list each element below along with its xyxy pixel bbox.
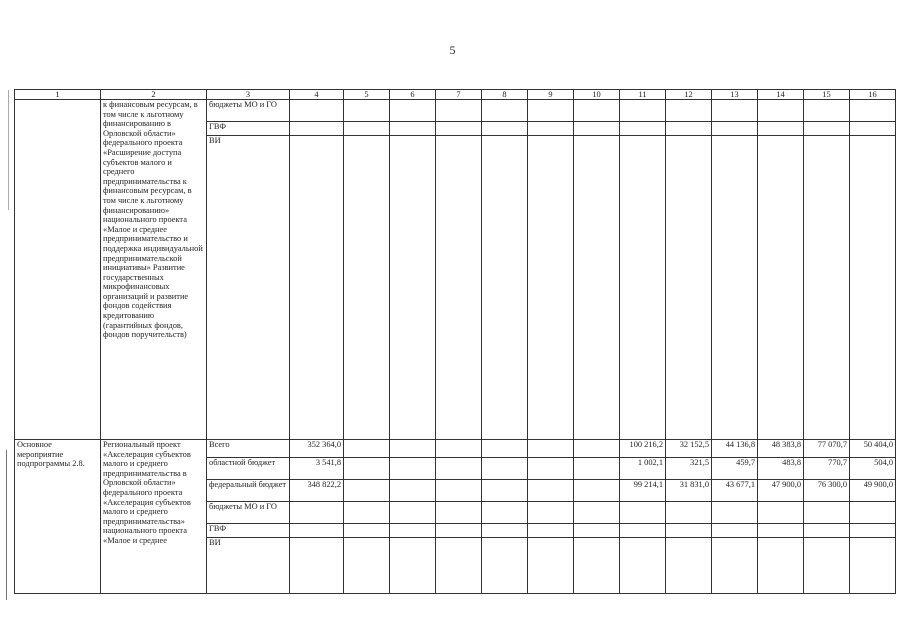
- header-cell: 11: [620, 90, 666, 100]
- empty-cell: [344, 458, 390, 480]
- value-cell: 770,7: [804, 458, 850, 480]
- empty-cell: [290, 502, 344, 524]
- empty-cell: [528, 440, 574, 458]
- empty-cell: [528, 122, 574, 136]
- empty-cell: [620, 122, 666, 136]
- empty-cell: [290, 136, 344, 440]
- empty-cell: [574, 480, 620, 502]
- empty-cell: [758, 100, 804, 122]
- empty-cell: [666, 502, 712, 524]
- header-cell: 12: [666, 90, 712, 100]
- value-cell: 48 383,8: [758, 440, 804, 458]
- empty-cell: [290, 100, 344, 122]
- empty-cell: [290, 538, 344, 594]
- empty-cell: [850, 100, 896, 122]
- empty-cell: [344, 480, 390, 502]
- empty-cell: [620, 100, 666, 122]
- empty-cell: [620, 538, 666, 594]
- empty-cell: [666, 122, 712, 136]
- empty-cell: [344, 538, 390, 594]
- empty-cell: [850, 502, 896, 524]
- header-cell: 6: [390, 90, 436, 100]
- empty-cell: [528, 538, 574, 594]
- empty-cell: [436, 100, 482, 122]
- scan-edge-mark: [8, 90, 9, 210]
- activity-name: Основное мероприятие подпрограммы 2.8.: [15, 440, 101, 594]
- empty-cell: [390, 524, 436, 538]
- value-cell: 3 541,8: [290, 458, 344, 480]
- empty-cell: [436, 122, 482, 136]
- value-cell: 352 364,0: [290, 440, 344, 458]
- empty-cell: [574, 100, 620, 122]
- header-cell: 3: [207, 90, 290, 100]
- empty-cell: [804, 538, 850, 594]
- header-cell: 8: [482, 90, 528, 100]
- funding-source: ВИ: [207, 538, 290, 594]
- empty-cell: [712, 136, 758, 440]
- empty-cell: [436, 458, 482, 480]
- empty-cell: [666, 100, 712, 122]
- funding-source: ГВФ: [207, 122, 290, 136]
- value-cell: 31 831,0: [666, 480, 712, 502]
- empty-cell: [804, 502, 850, 524]
- value-cell: 1 002,1: [620, 458, 666, 480]
- empty-cell: [390, 502, 436, 524]
- empty-cell: [482, 524, 528, 538]
- header-cell: 16: [850, 90, 896, 100]
- empty-cell: [344, 440, 390, 458]
- empty-cell: [666, 538, 712, 594]
- empty-cell: [344, 502, 390, 524]
- empty-cell: [528, 458, 574, 480]
- empty-cell: [390, 440, 436, 458]
- empty-cell: [712, 122, 758, 136]
- empty-cell: [482, 480, 528, 502]
- empty-cell: [804, 524, 850, 538]
- empty-cell: [390, 458, 436, 480]
- empty-cell: [390, 100, 436, 122]
- value-cell: 321,5: [666, 458, 712, 480]
- empty-cell: [574, 538, 620, 594]
- activity-description: к финансовым ресурсам, в том числе к льготному финансированию в Орловской области» федерального проекта «Расширение доступа субъектов малого и среднего предпринимательства к финансовым ресурсам, в том числе к льготному финансированию» национального проекта «Малое и среднее предпринимательство и поддержка индивидуальной предпринимательской инициативы» Развитие государственных микрофинансовых организаций и развитие фондов содействия кредитованию (гарантийных фондов, фондов поручительств): [101, 100, 207, 440]
- empty-cell: [758, 524, 804, 538]
- value-cell: 50 404,0: [850, 440, 896, 458]
- header-cell: 2: [101, 90, 207, 100]
- header-cell: 9: [528, 90, 574, 100]
- empty-cell: [620, 502, 666, 524]
- scan-edge-mark: [6, 450, 7, 600]
- header-cell: 14: [758, 90, 804, 100]
- value-cell: 504,0: [850, 458, 896, 480]
- header-cell: 7: [436, 90, 482, 100]
- empty-cell: [436, 502, 482, 524]
- empty-cell: [850, 136, 896, 440]
- empty-cell: [528, 480, 574, 502]
- empty-cell: [758, 136, 804, 440]
- empty-cell: [620, 136, 666, 440]
- empty-cell: [758, 538, 804, 594]
- header-cell: 15: [804, 90, 850, 100]
- empty-cell: [528, 136, 574, 440]
- empty-cell: [390, 122, 436, 136]
- value-cell: 32 152,5: [666, 440, 712, 458]
- empty-cell: [574, 502, 620, 524]
- empty-cell: [574, 136, 620, 440]
- empty-cell: [436, 136, 482, 440]
- empty-cell: [482, 440, 528, 458]
- empty-cell: [436, 538, 482, 594]
- value-cell: 99 214,1: [620, 480, 666, 502]
- value-cell: 76 300,0: [804, 480, 850, 502]
- empty-cell: [290, 524, 344, 538]
- empty-cell: [574, 440, 620, 458]
- empty-cell: [758, 122, 804, 136]
- empty-cell: [290, 122, 344, 136]
- empty-cell: [574, 524, 620, 538]
- value-cell: 47 900,0: [758, 480, 804, 502]
- empty-cell: [390, 136, 436, 440]
- header-row: [15, 90, 896, 100]
- empty-cell: [344, 136, 390, 440]
- value-cell: 43 677,1: [712, 480, 758, 502]
- empty-cell: [712, 100, 758, 122]
- funding-source: Всего: [207, 440, 290, 458]
- funding-source: ГВФ: [207, 524, 290, 538]
- empty-cell: [436, 440, 482, 458]
- value-cell: 100 216,2: [620, 440, 666, 458]
- funding-table: [14, 89, 896, 594]
- empty-cell: [436, 480, 482, 502]
- empty-cell: [482, 538, 528, 594]
- empty-cell: [712, 502, 758, 524]
- empty-cell: [620, 524, 666, 538]
- empty-cell: [712, 538, 758, 594]
- table-row: [15, 440, 896, 458]
- value-cell: 483,8: [758, 458, 804, 480]
- empty-cell: [574, 458, 620, 480]
- empty-cell: [436, 524, 482, 538]
- empty-cell: [804, 136, 850, 440]
- empty-cell: [482, 502, 528, 524]
- empty-cell: [804, 100, 850, 122]
- funding-source: бюджеты МО и ГО: [207, 100, 290, 122]
- funding-source: федеральный бюджет: [207, 480, 290, 502]
- funding-source: областной бюджет: [207, 458, 290, 480]
- empty-cell: [482, 122, 528, 136]
- empty-cell: [804, 122, 850, 136]
- activity-name-cell: [15, 100, 101, 440]
- empty-cell: [758, 502, 804, 524]
- empty-cell: [666, 524, 712, 538]
- empty-cell: [344, 100, 390, 122]
- activity-description: Региональный проект «Акселерация субъектов малого и среднего предпринимательства в Орловской области» федерального проекта «Акселерация субъектов малого и среднего предпринимательства» национального проекта «Малое и среднее: [101, 440, 207, 594]
- empty-cell: [850, 122, 896, 136]
- header-cell: 13: [712, 90, 758, 100]
- empty-cell: [528, 100, 574, 122]
- empty-cell: [528, 524, 574, 538]
- empty-cell: [482, 458, 528, 480]
- empty-cell: [712, 524, 758, 538]
- funding-source: бюджеты МО и ГО: [207, 502, 290, 524]
- value-cell: 49 900,0: [850, 480, 896, 502]
- empty-cell: [390, 538, 436, 594]
- empty-cell: [574, 122, 620, 136]
- header-cell: 5: [344, 90, 390, 100]
- header-cell: 4: [290, 90, 344, 100]
- empty-cell: [482, 100, 528, 122]
- funding-source: ВИ: [207, 136, 290, 440]
- header-cell: 1: [15, 90, 101, 100]
- value-cell: 44 136,8: [712, 440, 758, 458]
- empty-cell: [850, 538, 896, 594]
- page-number: 5: [449, 43, 456, 57]
- value-cell: 348 822,2: [290, 480, 344, 502]
- value-cell: 459,7: [712, 458, 758, 480]
- empty-cell: [850, 524, 896, 538]
- empty-cell: [344, 122, 390, 136]
- header-cell: 10: [574, 90, 620, 100]
- empty-cell: [390, 480, 436, 502]
- value-cell: 77 070,7: [804, 440, 850, 458]
- empty-cell: [528, 502, 574, 524]
- empty-cell: [344, 524, 390, 538]
- empty-cell: [666, 136, 712, 440]
- table-row: [15, 100, 896, 122]
- empty-cell: [482, 136, 528, 440]
